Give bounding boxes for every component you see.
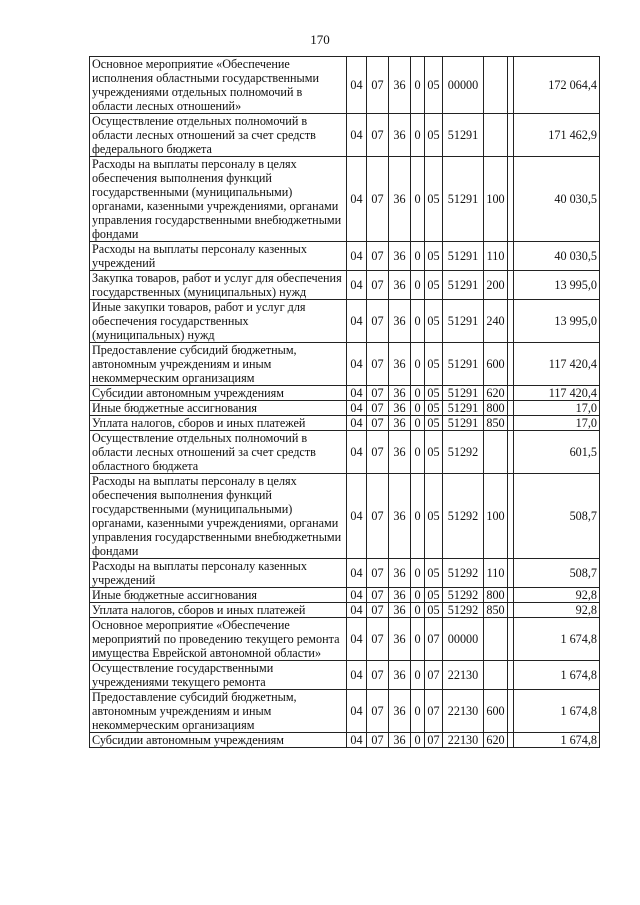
direction-code-cell: 51291 (443, 114, 484, 157)
program-code-cell: 36 (389, 271, 411, 300)
amount-cell: 117 420,4 (514, 386, 600, 401)
subsection-code-cell: 07 (367, 618, 389, 661)
name-cell: Уплата налогов, сборов и иных платежей (90, 603, 347, 618)
section-code-cell: 04 (347, 57, 367, 114)
subprogram-code-cell: 0 (411, 386, 425, 401)
name-cell: Субсидии автономным учреждениям (90, 733, 347, 748)
amount-cell: 117 420,4 (514, 343, 600, 386)
direction-code-cell: 51291 (443, 157, 484, 242)
direction-code-cell: 51292 (443, 431, 484, 474)
activity-code-cell: 05 (425, 559, 443, 588)
subsection-code-cell: 07 (367, 431, 389, 474)
program-code-cell: 36 (389, 690, 411, 733)
direction-code-cell: 51292 (443, 603, 484, 618)
amount-cell: 92,8 (514, 588, 600, 603)
expense-type-cell: 100 (484, 157, 508, 242)
program-code-cell: 36 (389, 588, 411, 603)
subprogram-code-cell: 0 (411, 416, 425, 431)
subprogram-code-cell: 0 (411, 300, 425, 343)
table-row (90, 157, 600, 242)
section-code-cell: 04 (347, 300, 367, 343)
amount-cell: 13 995,0 (514, 271, 600, 300)
activity-code-cell: 05 (425, 271, 443, 300)
program-code-cell: 36 (389, 661, 411, 690)
section-code-cell: 04 (347, 733, 367, 748)
table-row (90, 57, 600, 114)
activity-code-cell: 05 (425, 114, 443, 157)
expense-type-cell (484, 114, 508, 157)
section-code-cell: 04 (347, 242, 367, 271)
name-cell: Основное мероприятие «Обеспечение мероприятий по проведению текущего ремонта имущества Еврейской автономной области» (90, 618, 347, 661)
subsection-code-cell: 07 (367, 603, 389, 618)
activity-code-cell: 05 (425, 242, 443, 271)
activity-code-cell: 05 (425, 300, 443, 343)
expense-type-cell: 100 (484, 474, 508, 559)
program-code-cell: 36 (389, 559, 411, 588)
section-code-cell: 04 (347, 603, 367, 618)
budget-table-body (90, 57, 600, 748)
subsection-code-cell: 07 (367, 157, 389, 242)
section-code-cell: 04 (347, 271, 367, 300)
name-cell: Уплата налогов, сборов и иных платежей (90, 416, 347, 431)
name-cell: Предоставление субсидий бюджетным, автономным учреждениям и иным некоммерческим организациям (90, 343, 347, 386)
subsection-code-cell: 07 (367, 300, 389, 343)
name-cell: Осуществление отдельных полномочий в области лесных отношений за счет средств федерального бюджета (90, 114, 347, 157)
direction-code-cell: 22130 (443, 733, 484, 748)
name-cell: Расходы на выплаты персоналу казенных учреждений (90, 242, 347, 271)
amount-cell: 92,8 (514, 603, 600, 618)
expense-type-cell: 600 (484, 690, 508, 733)
expense-type-cell: 800 (484, 401, 508, 416)
subsection-code-cell: 07 (367, 661, 389, 690)
subsection-code-cell: 07 (367, 242, 389, 271)
direction-code-cell: 51291 (443, 271, 484, 300)
section-code-cell: 04 (347, 157, 367, 242)
subprogram-code-cell: 0 (411, 474, 425, 559)
section-code-cell: 04 (347, 474, 367, 559)
subsection-code-cell: 07 (367, 474, 389, 559)
direction-code-cell: 00000 (443, 618, 484, 661)
activity-code-cell: 05 (425, 474, 443, 559)
name-cell: Расходы на выплаты персоналу в целях обеспечения выполнения функций государственными (муниципальными) органами, казенными учреждениями, органами управления государственными внебюджетными фондами (90, 474, 347, 559)
table-row (90, 588, 600, 603)
expense-type-cell: 200 (484, 271, 508, 300)
subprogram-code-cell: 0 (411, 603, 425, 618)
subprogram-code-cell: 0 (411, 57, 425, 114)
name-cell: Осуществление государственными учреждениями текущего ремонта (90, 661, 347, 690)
expense-type-cell: 620 (484, 733, 508, 748)
expense-type-cell: 240 (484, 300, 508, 343)
program-code-cell: 36 (389, 300, 411, 343)
name-cell: Субсидии автономным учреждениям (90, 386, 347, 401)
direction-code-cell: 22130 (443, 661, 484, 690)
program-code-cell: 36 (389, 431, 411, 474)
table-row (90, 386, 600, 401)
table-row (90, 114, 600, 157)
amount-cell: 1 674,8 (514, 661, 600, 690)
name-cell: Иные закупки товаров, работ и услуг для обеспечения государственных (муниципальных) нужд (90, 300, 347, 343)
direction-code-cell: 51292 (443, 474, 484, 559)
amount-cell: 508,7 (514, 559, 600, 588)
program-code-cell: 36 (389, 416, 411, 431)
table-row (90, 474, 600, 559)
amount-cell: 508,7 (514, 474, 600, 559)
name-cell: Иные бюджетные ассигнования (90, 401, 347, 416)
subsection-code-cell: 07 (367, 57, 389, 114)
section-code-cell: 04 (347, 386, 367, 401)
activity-code-cell: 07 (425, 733, 443, 748)
amount-cell: 17,0 (514, 401, 600, 416)
subprogram-code-cell: 0 (411, 733, 425, 748)
subprogram-code-cell: 0 (411, 157, 425, 242)
amount-cell: 1 674,8 (514, 733, 600, 748)
activity-code-cell: 05 (425, 603, 443, 618)
name-cell: Расходы на выплаты персоналу в целях обеспечения выполнения функций государственными (муниципальными) органами, казенными учреждениями, органами управления государственными внебюджетными фондами (90, 157, 347, 242)
activity-code-cell: 05 (425, 57, 443, 114)
section-code-cell: 04 (347, 618, 367, 661)
program-code-cell: 36 (389, 242, 411, 271)
section-code-cell: 04 (347, 661, 367, 690)
table-row (90, 661, 600, 690)
subprogram-code-cell: 0 (411, 559, 425, 588)
subsection-code-cell: 07 (367, 690, 389, 733)
program-code-cell: 36 (389, 474, 411, 559)
amount-cell: 171 462,9 (514, 114, 600, 157)
activity-code-cell: 05 (425, 416, 443, 431)
expense-type-cell (484, 661, 508, 690)
subsection-code-cell: 07 (367, 386, 389, 401)
expense-type-cell: 110 (484, 559, 508, 588)
direction-code-cell: 22130 (443, 690, 484, 733)
amount-cell: 40 030,5 (514, 242, 600, 271)
direction-code-cell: 51292 (443, 588, 484, 603)
program-code-cell: 36 (389, 386, 411, 401)
table-row (90, 416, 600, 431)
table-row (90, 401, 600, 416)
activity-code-cell: 05 (425, 401, 443, 416)
subprogram-code-cell: 0 (411, 242, 425, 271)
expense-type-cell: 850 (484, 416, 508, 431)
subsection-code-cell: 07 (367, 733, 389, 748)
program-code-cell: 36 (389, 618, 411, 661)
name-cell: Предоставление субсидий бюджетным, автономным учреждениям и иным некоммерческим организациям (90, 690, 347, 733)
subsection-code-cell: 07 (367, 401, 389, 416)
section-code-cell: 04 (347, 588, 367, 603)
table-row (90, 690, 600, 733)
name-cell: Осуществление отдельных полномочий в области лесных отношений за счет средств областного бюджета (90, 431, 347, 474)
program-code-cell: 36 (389, 114, 411, 157)
subsection-code-cell: 07 (367, 559, 389, 588)
expense-type-cell: 800 (484, 588, 508, 603)
activity-code-cell: 07 (425, 661, 443, 690)
table-row (90, 431, 600, 474)
section-code-cell: 04 (347, 431, 367, 474)
table-row (90, 559, 600, 588)
expense-type-cell: 850 (484, 603, 508, 618)
amount-cell: 1 674,8 (514, 690, 600, 733)
amount-cell: 601,5 (514, 431, 600, 474)
program-code-cell: 36 (389, 157, 411, 242)
activity-code-cell: 05 (425, 431, 443, 474)
subprogram-code-cell: 0 (411, 661, 425, 690)
activity-code-cell: 05 (425, 343, 443, 386)
amount-cell: 17,0 (514, 416, 600, 431)
amount-cell: 40 030,5 (514, 157, 600, 242)
direction-code-cell: 00000 (443, 57, 484, 114)
section-code-cell: 04 (347, 416, 367, 431)
activity-code-cell: 05 (425, 588, 443, 603)
section-code-cell: 04 (347, 114, 367, 157)
direction-code-cell: 51292 (443, 559, 484, 588)
subprogram-code-cell: 0 (411, 588, 425, 603)
table-row (90, 271, 600, 300)
table-row (90, 618, 600, 661)
subsection-code-cell: 07 (367, 271, 389, 300)
amount-cell: 172 064,4 (514, 57, 600, 114)
expense-type-cell (484, 431, 508, 474)
direction-code-cell: 51291 (443, 416, 484, 431)
amount-cell: 13 995,0 (514, 300, 600, 343)
subprogram-code-cell: 0 (411, 271, 425, 300)
name-cell: Основное мероприятие «Обеспечение исполнения областными государственными учреждениями отдельных полномочий в области лесных отношений» (90, 57, 347, 114)
program-code-cell: 36 (389, 343, 411, 386)
amount-cell: 1 674,8 (514, 618, 600, 661)
name-cell: Закупка товаров, работ и услуг для обеспечения государственных (муниципальных) нужд (90, 271, 347, 300)
direction-code-cell: 51291 (443, 300, 484, 343)
section-code-cell: 04 (347, 559, 367, 588)
section-code-cell: 04 (347, 343, 367, 386)
subsection-code-cell: 07 (367, 416, 389, 431)
direction-code-cell: 51291 (443, 401, 484, 416)
subprogram-code-cell: 0 (411, 343, 425, 386)
subprogram-code-cell: 0 (411, 431, 425, 474)
expense-type-cell (484, 618, 508, 661)
expense-type-cell: 620 (484, 386, 508, 401)
activity-code-cell: 07 (425, 618, 443, 661)
subsection-code-cell: 07 (367, 343, 389, 386)
expense-type-cell: 600 (484, 343, 508, 386)
expense-type-cell (484, 57, 508, 114)
section-code-cell: 04 (347, 401, 367, 416)
subprogram-code-cell: 0 (411, 114, 425, 157)
name-cell: Иные бюджетные ассигнования (90, 588, 347, 603)
table-row (90, 343, 600, 386)
page-number: 170 (310, 32, 330, 47)
subsection-code-cell: 07 (367, 588, 389, 603)
subsection-code-cell: 07 (367, 114, 389, 157)
subprogram-code-cell: 0 (411, 690, 425, 733)
section-code-cell: 04 (347, 690, 367, 733)
activity-code-cell: 05 (425, 157, 443, 242)
program-code-cell: 36 (389, 603, 411, 618)
name-cell: Расходы на выплаты персоналу казенных учреждений (90, 559, 347, 588)
activity-code-cell: 05 (425, 386, 443, 401)
table-row (90, 733, 600, 748)
program-code-cell: 36 (389, 733, 411, 748)
direction-code-cell: 51291 (443, 242, 484, 271)
activity-code-cell: 07 (425, 690, 443, 733)
program-code-cell: 36 (389, 401, 411, 416)
subprogram-code-cell: 0 (411, 401, 425, 416)
direction-code-cell: 51291 (443, 343, 484, 386)
table-row (90, 242, 600, 271)
program-code-cell: 36 (389, 57, 411, 114)
direction-code-cell: 51291 (443, 386, 484, 401)
budget-table (89, 56, 600, 748)
table-row (90, 603, 600, 618)
expense-type-cell: 110 (484, 242, 508, 271)
table-row (90, 300, 600, 343)
subprogram-code-cell: 0 (411, 618, 425, 661)
